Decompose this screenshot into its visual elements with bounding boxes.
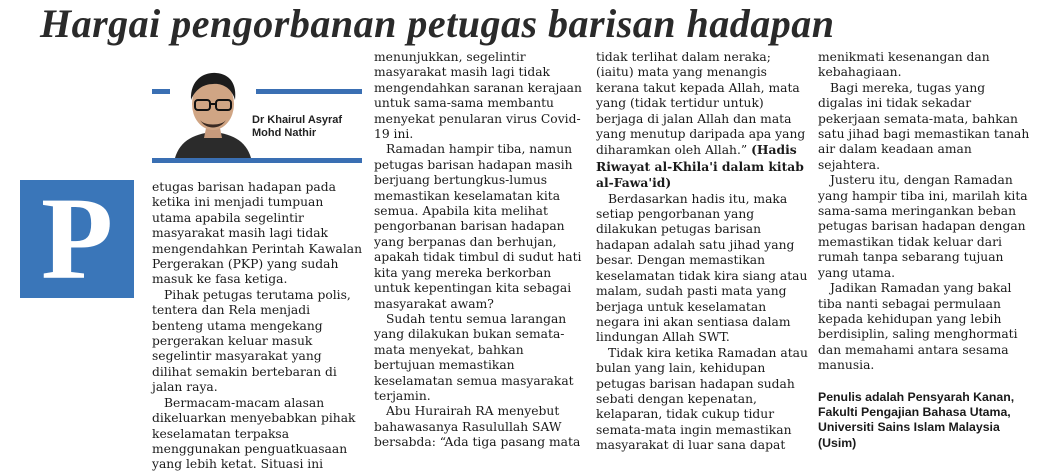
paragraph: etugas barisan hadapan pada ketika ini menjadi tumpuan utama apabila segelintir masyarakat masih lagi tidak mengendahkan Perintah Kawalan Pergerakan (PKP) yang sudah masuk ke fasa ketiga. [152,180,363,287]
article-column-4 [818,50,1030,461]
author-name-line2: Mohd Nathir [252,127,317,139]
article-column-1 [152,180,364,472]
paragraph: Bagi mereka, tugas yang digalas ini tidak sekadar pekerjaan semata-mata, bahkan satu jihad bagi memastikan tanah air dalam keadaan aman sejahtera. [818,80,1030,172]
author-rule-bottom [152,158,362,163]
hadith-source: (Hadis Riwayat al-Khila'i dalam kitab al-Fawa'id) [596,142,804,191]
author-signature: Penulis adalah Pensyarah Kanan, Fakulti Pengajian Bahasa Utama, Universiti Sains Islam Malaysia (Usim) [818,389,1015,450]
paragraph: Sudah tentu semua larangan yang dilakukan bukan semata-mata menyekat, bahkan bertujuan memastikan keselamatan semua masyarakat terjamin. [374,311,574,403]
paragraph: menunjukkan, segelintir masyarakat masih lagi tidak mengendahkan saranan kerajaan untuk sama-sama membantu menyekat penularan virus Covid-19 ini. [374,50,582,142]
paragraph: Abu Hurairah RA menyebut bahawasanya Rasulullah SAW bersabda: “Ada tiga pasang mata [374,404,581,450]
drop-cap: P [20,180,134,298]
hadith-quote: tidak terlihat dalam neraka; (iaitu) mata yang menangis kerana takut kepada Allah, mata yang (tidak tertidur untuk) berjaga di jalan Allah dan mata yang menutup daripada apa yang diharamkan oleh Allah.” [596,50,806,158]
author-name-line1: Dr Khairul Asyraf [252,114,343,126]
paragraph: Bermacam-macam alasan dikeluarkan menyebabkan pihak keselamatan terpaksa menggunakan penguatkuasaan yang lebih ketat. Situasi ini [152,395,356,472]
author-photo [170,66,256,162]
author-portrait-icon [170,66,256,162]
article-column-2 [374,50,586,461]
paragraph: Justeru itu, dengan Ramadan yang hampir tiba ini, marilah kita sama-sama meringankan beban petugas barisan hadapan dengan memastikan tidak keluar dari rumah tanpa sebarang tujuan yang utama. [818,173,1028,280]
paragraph: Tidak kira ketika Ramadan atau bulan yang lain, kehidupan petugas barisan hadapan sudah sebati dengan kepenatan, kelaparan, tidak cukup tidur semata-mata ingin memastikan masyarakat di luar sana dapat [596,345,808,453]
paragraph: Jadikan Ramadan yang bakal tiba nanti sebagai permulaan kepada kehidupan yang lebih berdisiplin, saling menghormati dan memahami antara sesama manusia. [818,281,1018,373]
paragraph: Berdasarkan hadis itu, maka setiap pengorbanan yang dilakukan petugas barisan hadapan adalah satu jihad yang besar. Dengan memastikan keselamatan tidak kira siang atau malam, sudah pasti mata yang berjaga untuk keselamatan negara ini akan sentiasa dalam lindungan Allah SWT. [596,191,808,345]
article-headline: Hargai pengorbanan petugas barisan hadapan [40,1,835,46]
author-name [252,114,362,140]
paragraph: Pihak petugas terutama polis, tentera dan Rela menjadi benteng utama mengekang pergerakan keluar masuk segelintir masyarakat yang dilihat semakin bertebaran di jalan raya. [152,287,351,395]
paragraph: Ramadan hampir tiba, namun petugas barisan hadapan masih berjuang bertungkus-lumus memastikan keselamatan kita semua. Apabila kita melihat pengorbanan barisan hadapan yang berpanas dan berhujan, apakah tidak timbul di sudut hati kita yang mereka berkorban untuk kepentingan kita sebagai masyarakat awam? [374,142,582,311]
paragraph [596,50,808,192]
article-column-3 [596,50,808,461]
paragraph: menikmati kesenangan dan kebahagiaan. [818,50,990,80]
